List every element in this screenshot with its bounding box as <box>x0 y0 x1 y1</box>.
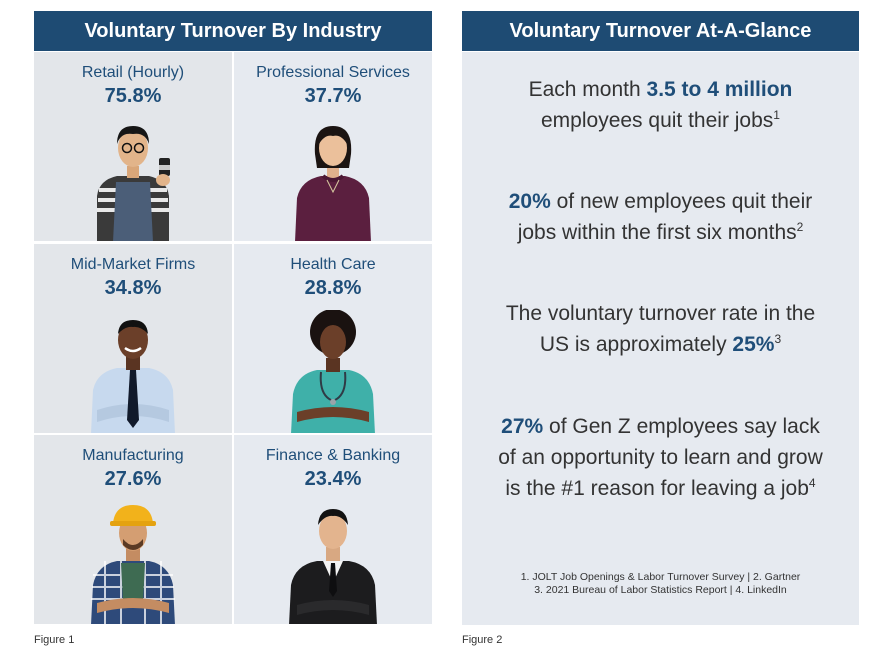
businessman-tie-icon <box>83 310 183 433</box>
industry-name: Manufacturing <box>82 447 184 464</box>
industry-name: Finance & Banking <box>265 447 401 464</box>
industry-card-finance-banking <box>234 435 432 624</box>
industry-card-manufacturing <box>34 435 232 624</box>
barista-person-icon <box>83 118 183 241</box>
stat-turnover-rate: The voluntary turnover rate in the US is approximately 25%$^3$ <box>505 302 816 356</box>
banker-suit-icon <box>283 501 383 624</box>
professional-woman-icon <box>283 118 383 241</box>
industry-card-health-care <box>234 244 432 433</box>
industry-name: Retail (Hourly) <box>81 64 185 81</box>
stat-monthly-quits: Each month 3.5 to 4 million employees quit their jobs$^1$ <box>528 78 793 132</box>
glance-panel <box>462 52 859 625</box>
industry-percent: 28.8% <box>304 277 362 299</box>
glance-panel-title: Voluntary Turnover At-A-Glance <box>462 11 859 51</box>
industry-grid <box>34 52 432 625</box>
worker-hardhat-icon <box>83 501 183 624</box>
stat-new-employees: 20% of new employees quit their jobs within the first six months$^2$ <box>508 190 813 244</box>
industry-percent: 37.7% <box>304 85 362 107</box>
industry-percent: 34.8% <box>104 277 162 299</box>
industry-name: Health Care <box>290 256 376 273</box>
industry-panel-title: Voluntary Turnover By Industry <box>34 11 432 51</box>
nurse-stethoscope-icon <box>283 310 383 433</box>
stat-gen-z: 27% of Gen Z employees say lack of an opportunity to learn and grow is the #1 reason for leaving a job$^4$ <box>498 415 823 500</box>
industry-card-mid-market-firms <box>34 244 232 433</box>
industry-card-professional-services <box>234 52 432 241</box>
figure-2-caption: Figure 2 <box>462 634 503 646</box>
figure-1-caption: Figure 1 <box>34 634 75 646</box>
industry-percent: 75.8% <box>104 85 162 107</box>
industry-percent: 27.6% <box>104 468 162 490</box>
sources-footnote: 1. JOLT Job Openings & Labor Turnover Survey | 2. Gartner 3. 2021 Bureau of Labor Statistics Report | 4. LinkedIn <box>520 571 801 596</box>
industry-name: Professional Services <box>256 64 410 81</box>
industry-percent: 23.4% <box>304 468 362 490</box>
industry-card-retail <box>34 52 232 241</box>
industry-name: Mid-Market Firms <box>70 256 196 273</box>
